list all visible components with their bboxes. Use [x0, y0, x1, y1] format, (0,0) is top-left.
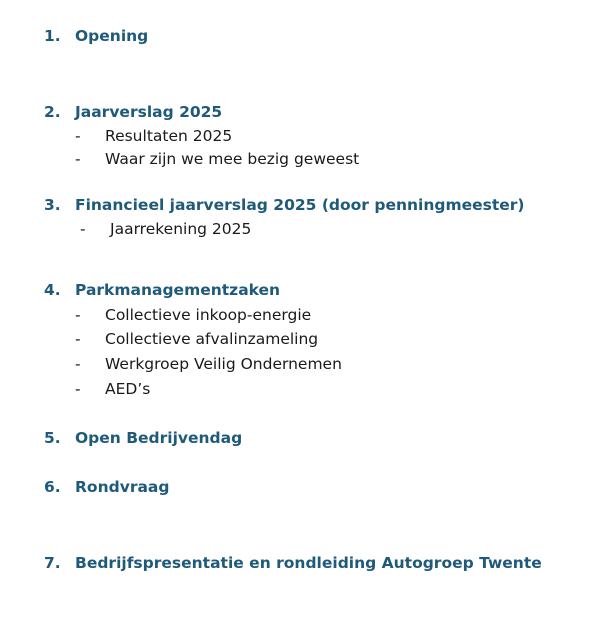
agenda-subitem-text: Resultaten 2025: [105, 127, 233, 145]
agenda-subitem: [0, 378, 607, 400]
agenda-item-1: [0, 25, 607, 47]
agenda-subitem: [0, 218, 607, 240]
agenda-item-3: [0, 194, 607, 216]
agenda-item-title: Bedrijfspresentatie en rondleiding Autogroep Twente: [75, 554, 542, 572]
agenda-subitem: [0, 125, 607, 147]
agenda-item-4: [0, 279, 607, 301]
dash-bullet: -: [75, 127, 81, 145]
agenda-subitem-text: Collectieve inkoop-energie: [105, 306, 312, 324]
agenda-item-title: Open Bedrijvendag: [75, 429, 243, 447]
agenda-item-number: 1.: [44, 27, 61, 45]
agenda-subitem: [0, 328, 607, 350]
agenda-item-title: Parkmanagementzaken: [75, 281, 281, 299]
agenda-item-number: 4.: [44, 281, 61, 299]
agenda-item-2: [0, 101, 607, 123]
agenda-item-6: [0, 476, 607, 498]
agenda-item-number: 6.: [44, 478, 61, 496]
agenda-item-title: Opening: [75, 27, 149, 45]
agenda-subitem-text: Jaarrekening 2025: [110, 220, 252, 238]
agenda-subitem-text: Werkgroep Veilig Ondernemen: [105, 355, 342, 373]
agenda-subitem-text: AED’s: [105, 380, 151, 398]
agenda-item-number: 5.: [44, 429, 61, 447]
agenda-subitem-text: Waar zijn we mee bezig geweest: [105, 150, 360, 168]
dash-bullet: -: [75, 330, 81, 348]
agenda-subitem: [0, 353, 607, 375]
dash-bullet: -: [75, 380, 81, 398]
agenda-item-title: Financieel jaarverslag 2025 (door penningmeester): [75, 196, 525, 214]
agenda-item-title: Rondvraag: [75, 478, 170, 496]
agenda-item-number: 3.: [44, 196, 61, 214]
agenda-item-title: Jaarverslag 2025: [75, 103, 223, 121]
dash-bullet: -: [75, 306, 81, 324]
agenda-item-7: [0, 552, 607, 574]
agenda-item-number: 7.: [44, 554, 61, 572]
dash-bullet: -: [75, 150, 81, 168]
dash-bullet: -: [75, 355, 81, 373]
agenda-subitem: [0, 148, 607, 170]
agenda-subitem-text: Collectieve afvalinzameling: [105, 330, 319, 348]
agenda-item-5: [0, 427, 607, 449]
agenda-subitem: [0, 304, 607, 326]
agenda-item-number: 2.: [44, 103, 61, 121]
dash-bullet: -: [80, 220, 86, 238]
